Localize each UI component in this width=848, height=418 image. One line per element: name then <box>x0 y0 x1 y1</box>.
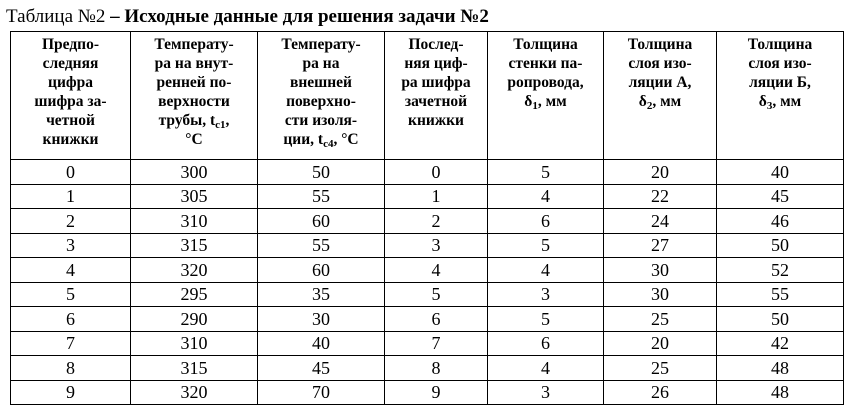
table-cell: 305 <box>131 184 258 209</box>
header-line: Послед- <box>408 36 464 53</box>
table-cell: 30 <box>604 282 717 307</box>
table-row <box>11 380 844 405</box>
table-cell: 50 <box>717 233 844 258</box>
table-cell: 4 <box>488 258 604 283</box>
table-cell: 0 <box>385 160 488 185</box>
table-cell: 5 <box>488 307 604 332</box>
header-line: няя циф- <box>404 55 468 72</box>
data-table <box>10 31 844 405</box>
column-header-7 <box>717 32 844 160</box>
column-header-3 <box>258 32 385 160</box>
table-cell: 1 <box>385 184 488 209</box>
table-cell: 315 <box>131 233 258 258</box>
table-row <box>11 356 844 381</box>
header-text: трубы, t <box>158 112 216 129</box>
table-cell: 70 <box>258 380 385 405</box>
table-cell: 27 <box>604 233 717 258</box>
table-cell: 40 <box>258 331 385 356</box>
table-row <box>11 209 844 234</box>
table-cell: 45 <box>717 184 844 209</box>
table-cell: 5 <box>488 233 604 258</box>
table-cell: 3 <box>488 380 604 405</box>
header-line <box>131 111 257 130</box>
table-cell: 6 <box>11 307 131 332</box>
header-text: , мм <box>772 93 802 110</box>
column-header-2 <box>131 32 258 160</box>
header-subscript: 2 <box>646 100 653 112</box>
table-cell: 290 <box>131 307 258 332</box>
table-cell: 300 <box>131 160 258 185</box>
header-subscript: 1 <box>532 100 538 112</box>
table-cell: 7 <box>11 331 131 356</box>
table-cell: 8 <box>11 356 131 381</box>
header-line: верхности <box>158 93 230 110</box>
table-cell: 20 <box>604 160 717 185</box>
table-cell: 45 <box>258 356 385 381</box>
table-cell: 5 <box>11 282 131 307</box>
caption-title: Исходные данные для решения задачи №2 <box>124 6 489 27</box>
caption-prefix: Таблица №2 <box>6 6 106 27</box>
table-cell: 25 <box>604 307 717 332</box>
table-cell: 320 <box>131 258 258 283</box>
header-line: четной <box>46 112 95 129</box>
table-cell: 3 <box>488 282 604 307</box>
header-text: δ <box>638 93 647 110</box>
table-row <box>11 258 844 283</box>
table-cell: 6 <box>488 209 604 234</box>
header-line: °С <box>185 131 203 148</box>
header-line: стенки па- <box>508 55 583 72</box>
table-cell: 5 <box>488 160 604 185</box>
header-line: книжки <box>408 112 464 129</box>
column-header-5 <box>488 32 604 160</box>
header-text: , мм <box>537 93 567 110</box>
table-cell: 0 <box>11 160 131 185</box>
header-line: цифра <box>48 74 93 91</box>
table-cell: 2 <box>385 209 488 234</box>
table-cell: 46 <box>717 209 844 234</box>
header-subscript: c4 <box>323 138 334 150</box>
table-cell: 30 <box>604 258 717 283</box>
header-line: Толщина <box>747 36 813 53</box>
table-cell: 5 <box>385 282 488 307</box>
header-line: ляции Б, <box>749 74 811 91</box>
table-cell: 315 <box>131 356 258 381</box>
table-row <box>11 184 844 209</box>
header-line: шифра за- <box>34 93 107 110</box>
table-row <box>11 307 844 332</box>
table-cell: 35 <box>258 282 385 307</box>
table-row <box>11 282 844 307</box>
header-line: Предпо- <box>41 36 100 53</box>
table-cell: 55 <box>258 233 385 258</box>
table-cell: 50 <box>258 160 385 185</box>
table-cell: 320 <box>131 380 258 405</box>
table-cell: 24 <box>604 209 717 234</box>
table-cell: 8 <box>385 356 488 381</box>
table-cell: 295 <box>131 282 258 307</box>
table-cell: 3 <box>385 233 488 258</box>
table-cell: 42 <box>717 331 844 356</box>
table-cell: 4 <box>11 258 131 283</box>
header-text: δ <box>524 93 533 110</box>
caption-dash: – <box>105 6 125 27</box>
header-row <box>11 32 844 160</box>
header-line: ра на внут- <box>154 55 234 72</box>
header-text: δ <box>758 93 767 110</box>
table-cell: 55 <box>258 184 385 209</box>
header-line: Толщина <box>513 36 578 53</box>
header-line: внешней <box>289 74 352 91</box>
table-cell: 6 <box>488 331 604 356</box>
table-cell: 4 <box>488 184 604 209</box>
header-line: поверхно- <box>286 93 356 110</box>
table-cell: 4 <box>488 356 604 381</box>
header-line: ра на <box>302 55 340 72</box>
header-line: Температу- <box>154 36 234 53</box>
header-line: сти изоля- <box>284 112 358 129</box>
header-line <box>488 92 603 111</box>
table-row <box>11 331 844 356</box>
column-header-1 <box>11 32 131 160</box>
table-cell: 6 <box>385 307 488 332</box>
header-subscript: 3 <box>766 100 773 112</box>
table-cell: 22 <box>604 184 717 209</box>
header-line: Температу- <box>281 36 361 53</box>
table-cell: 40 <box>717 160 844 185</box>
table-cell: 55 <box>717 282 844 307</box>
header-subscript: c1 <box>215 119 226 131</box>
header-line: слоя изо- <box>628 55 692 72</box>
header-line: ляции А, <box>628 74 692 91</box>
table-cell: 3 <box>11 233 131 258</box>
header-line: следняя <box>42 55 99 72</box>
header-text: , <box>225 112 230 129</box>
header-line: зачетной <box>404 93 468 110</box>
table-cell: 2 <box>11 209 131 234</box>
header-text: , мм <box>652 93 682 110</box>
table-cell: 7 <box>385 331 488 356</box>
table-cell: 50 <box>717 307 844 332</box>
table-cell: 310 <box>131 209 258 234</box>
column-header-4 <box>385 32 488 160</box>
header-line <box>604 92 716 111</box>
header-line: ра шифра <box>401 74 471 91</box>
table-caption <box>6 6 489 28</box>
table-body <box>11 160 844 405</box>
header-line: ропровода, <box>507 74 584 91</box>
table-cell: 310 <box>131 331 258 356</box>
header-line: слоя изо- <box>748 55 812 72</box>
table-row <box>11 160 844 185</box>
table-cell: 9 <box>11 380 131 405</box>
table-cell: 60 <box>258 209 385 234</box>
table-cell: 1 <box>11 184 131 209</box>
table-cell: 48 <box>717 356 844 381</box>
header-text: ции, t <box>283 131 324 148</box>
header-line: ренней по- <box>156 74 232 91</box>
header-line: книжки <box>42 131 99 148</box>
column-header-6 <box>604 32 717 160</box>
header-line: Толщина <box>627 36 693 53</box>
table-cell: 60 <box>258 258 385 283</box>
table-cell: 4 <box>385 258 488 283</box>
header-line <box>258 130 384 149</box>
header-text: , °С <box>333 131 359 148</box>
table-cell: 20 <box>604 331 717 356</box>
table-cell: 25 <box>604 356 717 381</box>
table-cell: 48 <box>717 380 844 405</box>
table-cell: 9 <box>385 380 488 405</box>
table-cell: 52 <box>717 258 844 283</box>
table-cell: 26 <box>604 380 717 405</box>
table-row <box>11 233 844 258</box>
header-line <box>717 92 843 111</box>
table-cell: 30 <box>258 307 385 332</box>
